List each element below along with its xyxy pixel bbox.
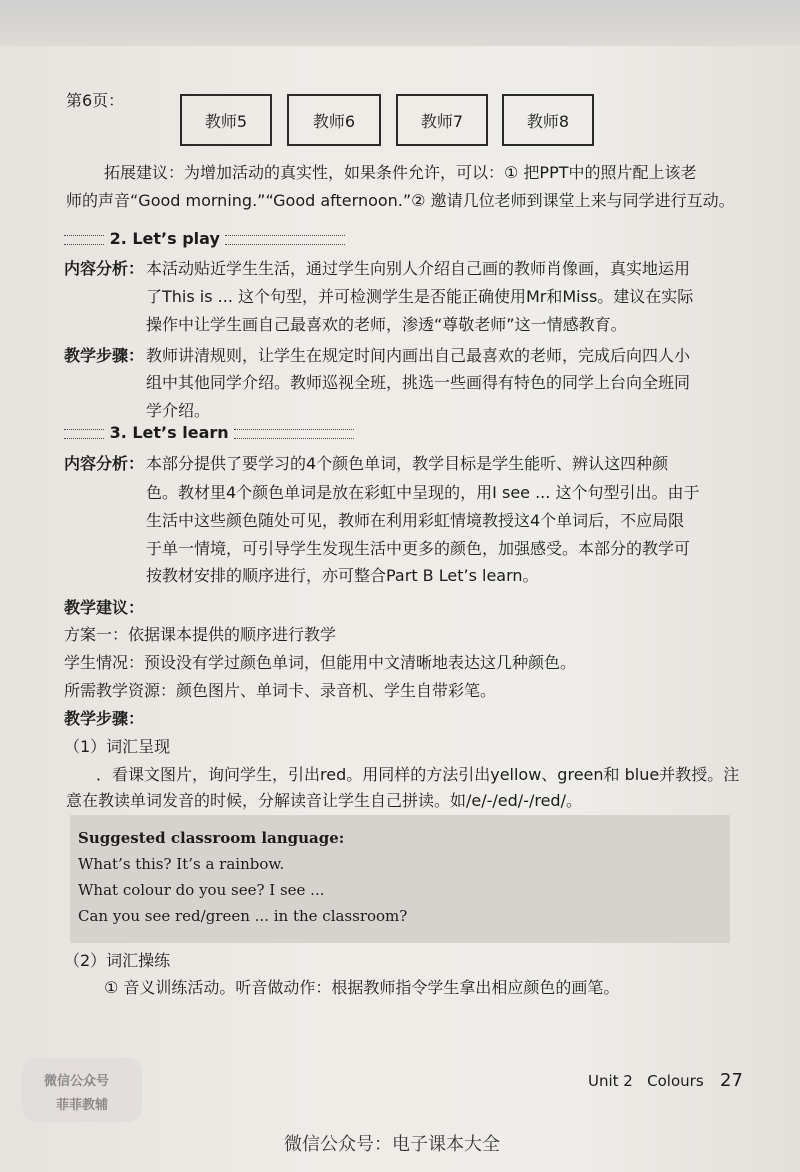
- student-situation: 学生情况：预设没有学过颜色单词，但能用中文清晰地表达这几种颜色。: [64, 653, 577, 672]
- play-analysis-label: 内容分析：: [64, 259, 145, 278]
- watermark-bottom: 微信公众号：电子课本大全: [284, 1134, 500, 1155]
- suggestions-label: 教学建议：: [64, 598, 145, 617]
- learn-analysis-line-5: 按教材安排的顺序进行，亦可整合Part B Let’s learn。: [146, 566, 539, 585]
- learn-analysis-line-1: 本部分提供了要学习的4个颜色单词，教学目标是学生能听、辨认这四种颜: [146, 454, 669, 473]
- classroom-language-line-1: What’s this? It’s a rainbow.: [78, 855, 285, 873]
- dotted-rule-left: [64, 235, 104, 245]
- teacher-box-8: 教师8: [502, 94, 594, 146]
- learn-analysis-line-4: 于单一情境，可引导学生发现生活中更多的颜色，加强感受。本部分的教学可: [146, 539, 691, 558]
- play-steps-line-2: 组中其他同学介绍。教师巡视全班，挑选一些画得有特色的同学上台向全班同: [146, 373, 691, 392]
- watermark-corner: 微信公众号 菲菲教辅: [22, 1058, 142, 1122]
- lets-play-heading: 2. Let’s play: [64, 228, 345, 250]
- vocab-practice-label: （2）词汇操练: [64, 951, 171, 970]
- vocab-present-label: （1）词汇呈现: [64, 737, 171, 756]
- teacher-box-5: 教师5: [180, 94, 272, 146]
- dotted-rule-right: [225, 235, 345, 245]
- extension-line-1: 拓展建议：为增加活动的真实性，如果条件允许，可以：① 把PPT中的照片配上该老: [104, 163, 697, 182]
- page6-label: 第6页：: [66, 91, 125, 110]
- top-page-edge: [0, 0, 800, 46]
- teacher-box-6: 教师6: [287, 94, 381, 146]
- extension-line-2: 师的声音“Good morning.”“Good afternoon.”② 邀请几位老师到课堂上来与同学进行互动。: [66, 191, 735, 210]
- teaching-steps-label: 教学步骤：: [64, 709, 145, 728]
- classroom-language-title: Suggested classroom language:: [78, 829, 345, 847]
- play-analysis-line-3: 操作中让学生画自己最喜欢的老师，渗透“尊敬老师”这一情感教育。: [146, 315, 627, 334]
- learn-analysis-line-3: 生活中这些颜色随处可见，教师在利用彩虹情境教授这4个单词后，不应局限: [146, 511, 685, 530]
- dotted-rule-left: [64, 429, 104, 439]
- teaching-resources: 所需教学资源：颜色图片、单词卡、录音机、学生自带彩笔。: [64, 681, 497, 700]
- vocab-practice-item-1: ① 音义训练活动。听音做动作：根据教师指令学生拿出相应颜色的画笔。: [104, 978, 620, 997]
- classroom-language-box: [70, 815, 730, 943]
- dotted-rule-right: [234, 429, 354, 439]
- classroom-language-line-2: What colour do you see? I see ...: [78, 881, 325, 899]
- vocab-present-line-1: ．看课文图片，询问学生，引出red。用同样的方法引出yellow、green和 blue并教授。注: [96, 765, 740, 784]
- classroom-language-line-3: Can you see red/green ... in the classroom?: [78, 907, 408, 925]
- plan-one: 方案一：依据课本提供的顺序进行教学: [64, 625, 337, 644]
- learn-analysis-line-2: 色。教材里4个颜色单词是放在彩虹中呈现的，用I see ... 这个句型引出。由于: [146, 483, 700, 502]
- learn-analysis-label: 内容分析：: [64, 454, 145, 473]
- play-analysis-line-1: 本活动贴近学生生活，通过学生向别人介绍自己画的教师肖像画，真实地运用: [146, 259, 691, 278]
- teacher-box-7: 教师7: [396, 94, 488, 146]
- play-analysis-line-2: 了This is ... 这个句型，并可检测学生是否能正确使用Mr和Miss。建议在实际: [146, 287, 694, 306]
- vocab-present-line-2: 意在教读单词发音的时候，分解读音让学生自己拼读。如/e/-/ed/-/red/。: [66, 791, 582, 810]
- play-steps-line-3: 学介绍。: [146, 401, 211, 420]
- play-steps-line-1: 教师讲清规则，让学生在规定时间内画出自己最喜欢的老师，完成后向四人小: [146, 346, 691, 365]
- page-number: 27: [720, 1070, 743, 1091]
- footer-unit: Unit 2 Colours: [588, 1072, 704, 1090]
- play-steps-label: 教学步骤：: [64, 346, 145, 365]
- lets-learn-heading: 3. Let’s learn: [64, 422, 354, 444]
